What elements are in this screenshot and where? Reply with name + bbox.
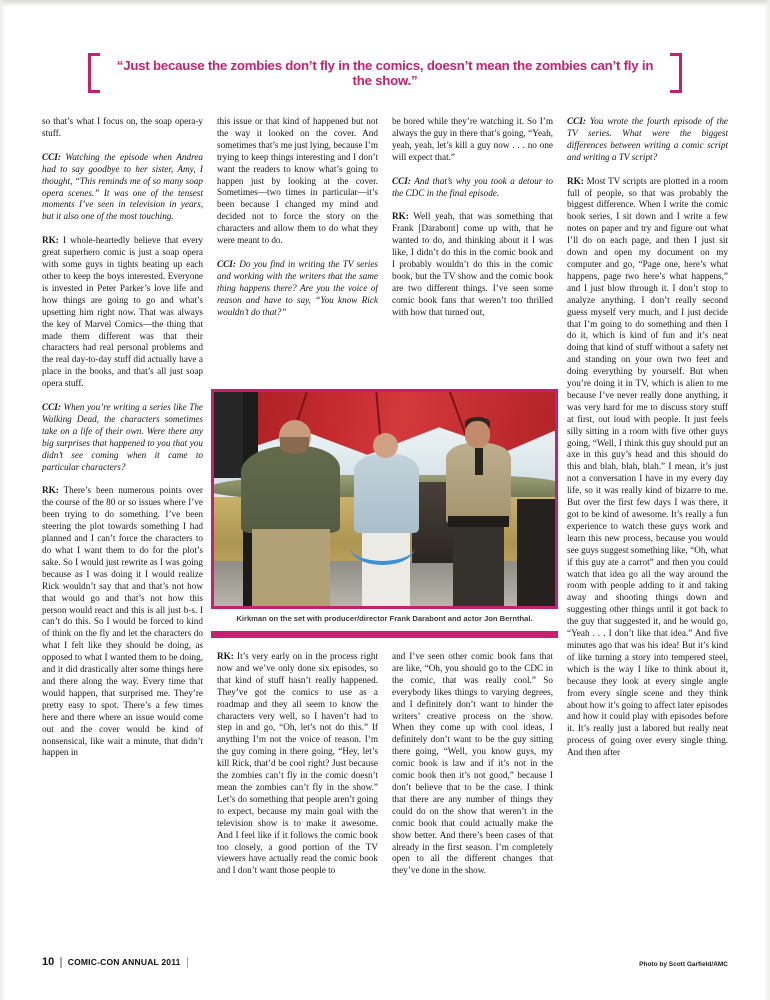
paragraph-text: so that’s what I focus on, the soap opera-y stuff. — [42, 116, 203, 138]
paragraph-text: this issue or that kind of happened but not the way it looked on the cover. And sometimes that’s me just lying, because I’m trying to keep things interesting and I don’t want the readers to know what’s going to happen just by looking at the cover. Sometimes—two times in particular—it’s been because I changed my mind and decided not to force the story on the characters and allow them to do what they were meant to do. — [217, 116, 378, 246]
paragraph-text: And that’s why you took a detour to the CDC in the final episode. — [392, 175, 553, 198]
speaker-label: CCI: — [42, 402, 61, 413]
speaker-label: CCI: — [42, 151, 61, 162]
interview-question — [42, 152, 203, 223]
interview-question — [392, 176, 553, 200]
paragraph-continuation — [392, 651, 553, 877]
paragraph-text: be bored while they’re watching it. So I’m always the guy in there that’s going, “Yeah, yeah, yeah, let’s kill a guy now . . . no one will expect that.” — [392, 116, 553, 162]
column-3-top — [392, 116, 553, 388]
footer-divider — [60, 957, 62, 968]
set-photo — [211, 389, 558, 609]
footer-divider — [187, 957, 189, 968]
paragraph-text: and I’ve seen other comic book fans that are like, “Oh, you should go to the CDC in the comic, that was really cool.” So everybody likes things to varying degrees, and I definitely don’t want to hinder the writers’ creative process on the show. When they come up with cool ideas, I definitely don’t want to be the guy sitting there going, “Well, you know guys, my comic book is law and if it’s not in the comic book then it’s not good,” because I don’t believe that to be the case. I think that there are any number of things they could do on the show that weren’t in the comic book that could actually make the show better. And there’s been cases of that already in the first season. I’m completely open to all the different changes that they’ve done in the show. — [392, 651, 553, 876]
page-number: 10 — [42, 956, 55, 968]
column-3-bottom — [392, 651, 553, 962]
page-edge-shadow-top — [0, 0, 770, 7]
paragraph-text: There’s been numerous points over the course of the 80 or so issues where I’ve been trying to do something. I’ve been steering the plot towards something I had planned and I can’t force the characters to do what I want them to do for the plot’s sake. So I would just rewrite as I was going because as I was doing it I would realize Rick wouldn’t say that and that’s not how that would go and that’s not how this person would react and this is all just b-s. I can’t do this. So I would be forced to kind of think on the fly and let the characters do what I felt like they should be doing, as opposed to what I wanted them to be doing, and it did drastically alter some things here and there along the way. Every time that would happen, that surprised me. They’re pretty easy to spot. There’s a few times here and there where an issue would come out and the cover would be kind of nonsensical, like wait a minute, that didn’t happen in — [42, 485, 203, 758]
publication-title: COMIC-CON ANNUAL 2011 — [67, 957, 181, 967]
speaker-label: CCI: — [392, 175, 411, 186]
figure-bernthal-legs — [453, 525, 504, 606]
paragraph-text: I whole-heartedly believe that every great superhero comic is just a soap opera with some guys in tights beating up each other to keep the boys interested. Everyone is invested in Peter Parker’s love life and how things are going to go and what’s upsetting him right now. That was always the key of Marvel Comics—the thing that made them different was that their characters had real personal problems and the real day-to-day stuff did actually have a place in the books, and that’s all just soap opera stuff. — [42, 235, 203, 389]
photo-blue-balloon — [350, 529, 415, 565]
speaker-label: RK: — [42, 485, 59, 496]
column-1 — [42, 116, 203, 962]
photo-caption: Kirkman on the set with producer/director Frank Darabont and actor Jon Bernthal. — [236, 614, 533, 623]
interview-answer — [392, 211, 553, 318]
page-edge-shadow-left — [0, 0, 6, 1000]
pull-quote-text: “Just because the zombies don’t fly in the comics, doesn’t mean the zombies can’t fly in the show.” — [116, 58, 654, 88]
speaker-label: RK: — [42, 235, 59, 246]
paragraph-text: It’s very early on in the process right now and we’ve only done six episodes, so that kind of stuff hasn’t really happened. They’ve got the comics to use as a roadmap and they all seem to know the characters very well, so I haven’t had to step in and go, “Oh, let’s not do this.” If anything I’m not the voice of reason. I’m the guy coming in there going, “Hey, let’s kill Rick, that’d be cool right? Just because the zombies can’t fly in the comic doesn’t mean the zombies can’t fly in the show.” Let’s do something that people aren’t going to expect, because my main goal with the television show is to make it awesome. And I feel like if it follows the comic book too closely, a good portion of the TV viewers have actually read the comic book and I don’t want those people to — [217, 651, 378, 876]
column-2-bottom — [217, 651, 378, 962]
speaker-label: RK: — [217, 651, 234, 661]
paragraph-continuation — [392, 116, 553, 164]
pull-quote — [88, 50, 682, 96]
paragraph-text: You wrote the fourth episode of the TV series. What were the biggest differences between writing a comic script and writing a TV script? — [567, 116, 728, 162]
column-4 — [567, 116, 728, 962]
paragraph-continuation — [217, 116, 378, 247]
figure-kirkman-legs — [252, 529, 330, 606]
caption-accent-bar — [211, 631, 558, 638]
left-bracket-icon — [88, 53, 100, 93]
speaker-label: CCI: — [217, 258, 236, 269]
photo-equipment-left — [214, 392, 245, 478]
interview-question — [567, 116, 728, 164]
figure-bernthal-head — [465, 421, 491, 448]
speaker-label: CCI: — [567, 116, 586, 126]
photo-credit: Photo by Scott Garfield/AMC — [639, 961, 728, 968]
figure-bernthal-tie — [475, 448, 484, 476]
speaker-label: RK: — [567, 175, 584, 186]
figure-kirkman-torso — [241, 446, 340, 534]
paragraph-text: Most TV scripts are plotted in a room full of people, so that was probably the biggest difference. When I write the comic book series, I sit down and I write a few notes on paper and try and figure out what I’ll do on each page, and then I just sit down and open my document on my computer and go, “Page one, here’s what happens, page two here’s what happens,” and I just blow through it. I don’t stop to analyze anything. I don’t really second guess myself very much, and I just decide that I’m going to do something and then I do it, which is kind of fun and it’s neat doing that kind of stuff without a safety net and standing on your own two feet and doing everything by yourself. But when you’re doing it in TV, which is alien to me because I’ve never really done anything, it was very hard for me to discuss story stuff at first, out loud with people. It just feels silly sitting in a room with five other guys going, “Well, I think this guy should put an axe in this guy’s head and this should do this and blah, blah, blah.” I mean, it’s just not a conversation I have in my every day life, so it was really kind of bizarre to me. But over the first few days I was there, it got to be kind of awesome. It’s really a fun experience to watch these guys work and learn this new process, because you would see guys suggest something like, “Oh, what if this guy ate a carrot” and then you could watch that idea go all the way around the room with people adding to it and taking away and shooting things down and suggesting other things until it got back to the guy that suggested it, and he would go, “Yeah . . . I don’t like that idea.” And five minutes ago that was his idea! But it’s kind of like turning a story into tempered steel, which is the way I like to think about it, because they look at every single angle from every single scene and they think about how it’s going to affect later episodes and how it could play with episodes before it. It’s really just a labored but really neat process of going over every single thing. And then after — [567, 175, 728, 758]
paragraph-text: When you’re writing a series like The Walking Dead, the characters sometimes take on a life of their own. Were there any big surprises that happened to you that you didn’t see coming when it came to particular characters? — [42, 402, 203, 472]
interview-answer — [42, 485, 203, 759]
page-edge-shadow-right — [764, 0, 770, 1000]
interview-answer — [42, 235, 203, 390]
figure-bernthal-duty-belt — [448, 516, 509, 527]
interview-answer — [567, 176, 728, 759]
paragraph-continuation — [42, 116, 203, 140]
right-bracket-icon — [670, 53, 682, 93]
figure-darabont-torso — [354, 454, 419, 533]
photo-equipment-right — [517, 499, 555, 606]
paragraph-text: Well yeah, that was something that Frank [Darabont] come up with, that he wanted to do, and thinking about it I was like, I didn’t do this in the comic book and I probably wouldn’t do this in the comic book, but the TV show and the comic book are two different things. I’ve seen some comic book fans that weren’t too thrilled with how that turned out, — [392, 211, 553, 317]
paragraph-text: Watching the episode when Andrea had to say goodbye to her sister, Amy, I thought, “This reminds me of so many soap opera scenes.” It was one of the tensest moments I’ve seen in television in years, but it also one of the most touching. — [42, 151, 203, 222]
interview-question — [217, 259, 378, 319]
interview-answer — [217, 651, 378, 877]
interview-question — [42, 402, 203, 473]
page-footer — [42, 956, 188, 968]
speaker-label: RK: — [392, 211, 409, 222]
paragraph-text: Do you find in writing the TV series and working with the writers that the same thing happens there? Are you the voice of reason and have to say, “You know Rick wouldn’t do that?” — [217, 258, 378, 317]
column-2-top — [217, 116, 378, 388]
